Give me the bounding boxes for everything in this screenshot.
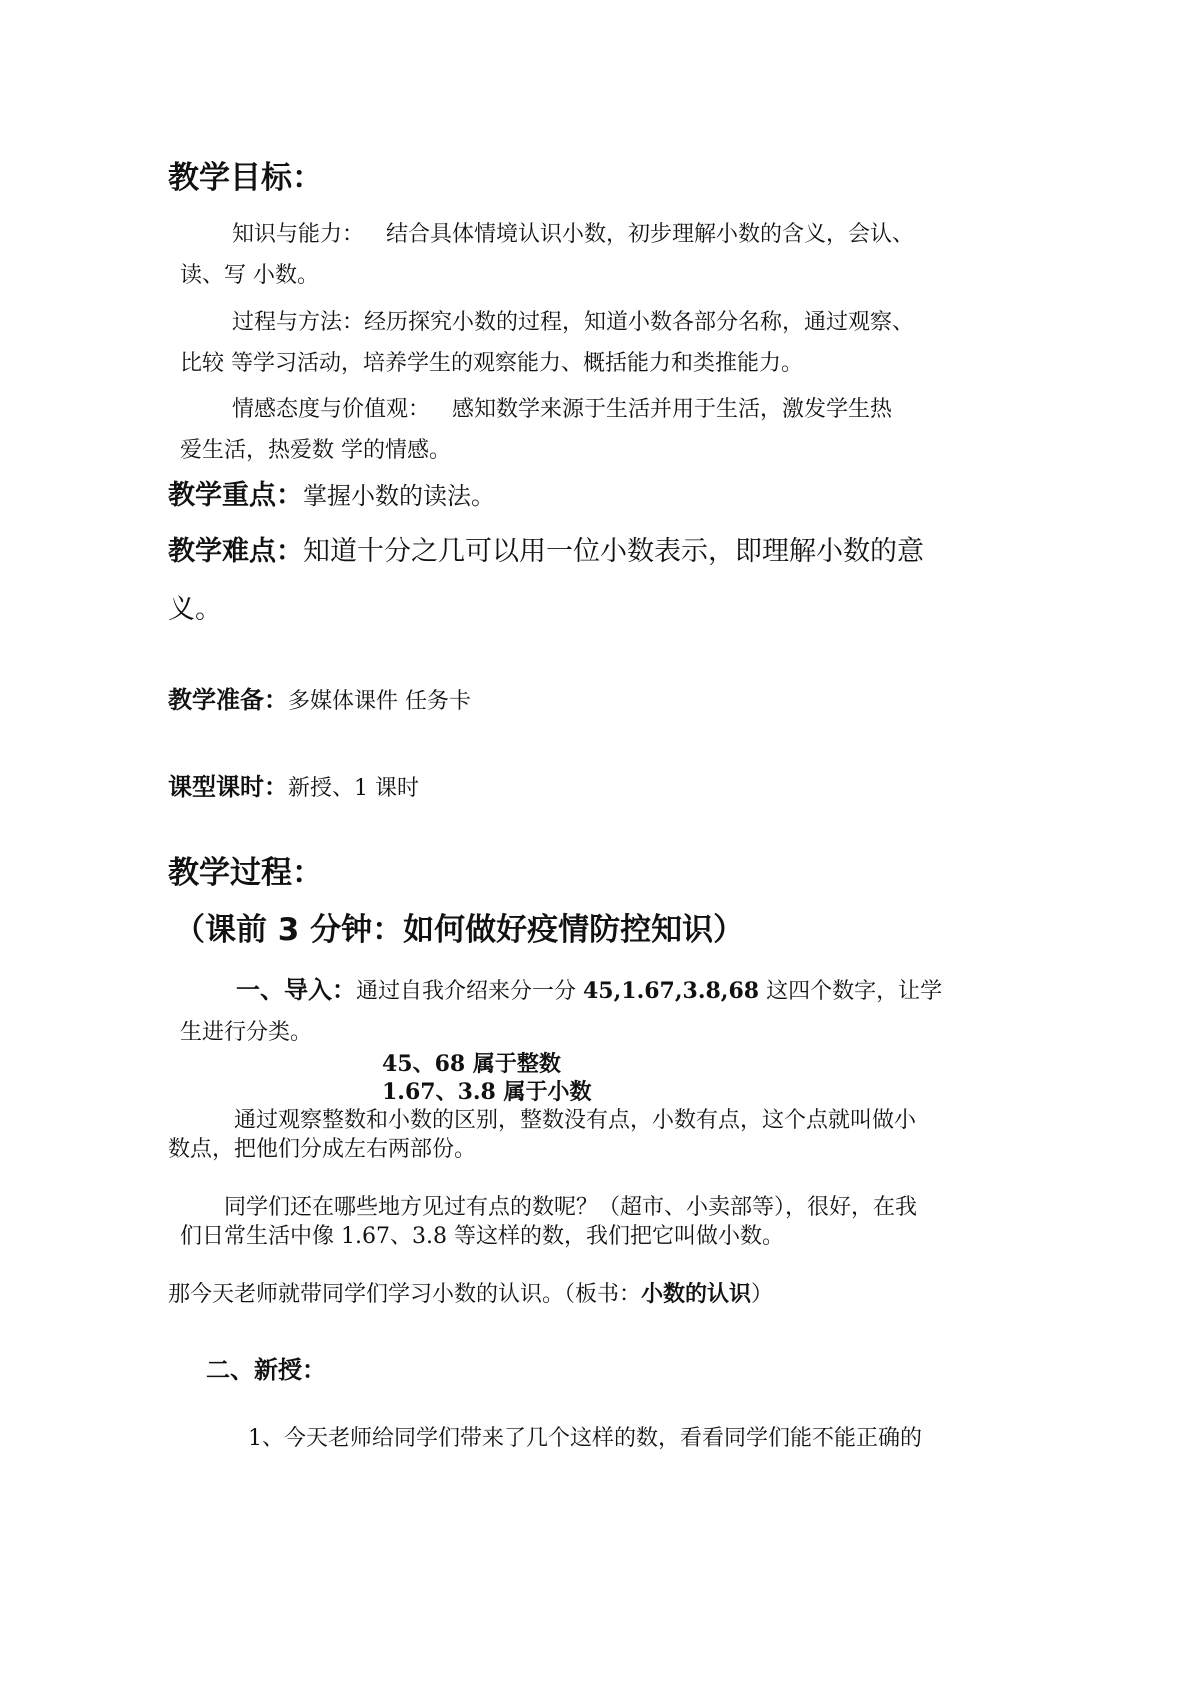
question-line2: 们日常生活中像 1.67、3.8 等这样的数，我们把它叫做小数。: [180, 1224, 784, 1249]
intro-text-a: 通过自我介绍来分一分: [356, 979, 583, 1004]
preparation-label: 教学准备：: [168, 686, 288, 714]
objective-knowledge-text: 结合具体情境认识小数，初步理解小数的含义，会认、: [386, 222, 915, 247]
key-point: [168, 482, 495, 509]
key-point-label: 教学重点：: [168, 480, 303, 511]
board-title: 小数的认识: [641, 1281, 752, 1307]
difficulty-text: 知道十分之几可以用一位小数表示，即理解小数的意: [303, 536, 924, 567]
lesson-type-label: 课型课时：: [168, 773, 288, 801]
today-line: [168, 1283, 773, 1306]
objective-process-text: 经历探究小数的过程，知道小数各部分名称，通过观察、: [364, 310, 915, 335]
lesson-type-text: 新授、1 课时: [288, 776, 419, 801]
intro-numbers: 45,1.67,3.8,68: [583, 978, 760, 1004]
objective-knowledge-cont: 读、写 小数。: [180, 263, 319, 288]
intro-label: 一、导入：: [236, 976, 356, 1004]
new-lesson-heading: 二、新授：: [206, 1356, 326, 1384]
objective-process: [232, 312, 914, 334]
difficulty-label: 教学难点：: [168, 536, 303, 567]
objective-emotion-text: 感知数学来源于生活并用于生活，激发学生热: [452, 397, 893, 422]
classify-integer: 45、68 属于整数: [382, 1051, 561, 1077]
pre-class-note: （课前 3 分钟：如何做好疫情防控知识）: [174, 912, 745, 948]
today-text: 那今天老师就带同学们学习小数的认识。（板书：: [168, 1282, 642, 1307]
objective-emotion-cont: 爱生活，热爱数 学的情感。: [180, 438, 451, 463]
preparation: [168, 688, 471, 713]
intro-cont: 生进行分类。: [180, 1020, 313, 1045]
objective-knowledge: [232, 224, 914, 246]
today-close: ）: [751, 1282, 774, 1307]
objective-emotion-label: 情感态度与价值观：: [232, 397, 431, 422]
objective-knowledge-label: 知识与能力：: [232, 222, 365, 247]
objective-emotion: [232, 399, 892, 421]
objective-process-cont: 比较 等学习活动，培养学生的观察能力、概括能力和类推能力。: [180, 351, 803, 376]
new-lesson-item1: 1、今天老师给同学们带来了几个这样的数，看看同学们能不能正确的: [248, 1426, 922, 1451]
objectives-heading: 教学目标：: [168, 160, 323, 196]
difficulty: [168, 538, 924, 565]
key-point-text: 掌握小数的读法。: [303, 482, 495, 510]
observe-line1: 通过观察整数和小数的区别，整数没有点，小数有点，这个点就叫做小: [234, 1108, 917, 1133]
objective-process-label: 过程与方法：: [232, 310, 365, 335]
preparation-text: 多媒体课件 任务卡: [288, 689, 471, 714]
intro-text-b: 这四个数字，让学: [759, 979, 943, 1004]
difficulty-cont: 义。: [168, 594, 222, 625]
lesson-type: [168, 775, 419, 800]
observe-line2: 数点，把他们分成左右两部份。: [168, 1137, 477, 1162]
question-line1: 同学们还在哪些地方见过有点的数呢？（超市、小卖部等），很好，在我: [224, 1195, 918, 1220]
classify-decimal: 1.67、3.8 属于小数: [382, 1079, 592, 1105]
intro: [236, 978, 942, 1003]
process-heading: 教学过程：: [168, 855, 323, 891]
